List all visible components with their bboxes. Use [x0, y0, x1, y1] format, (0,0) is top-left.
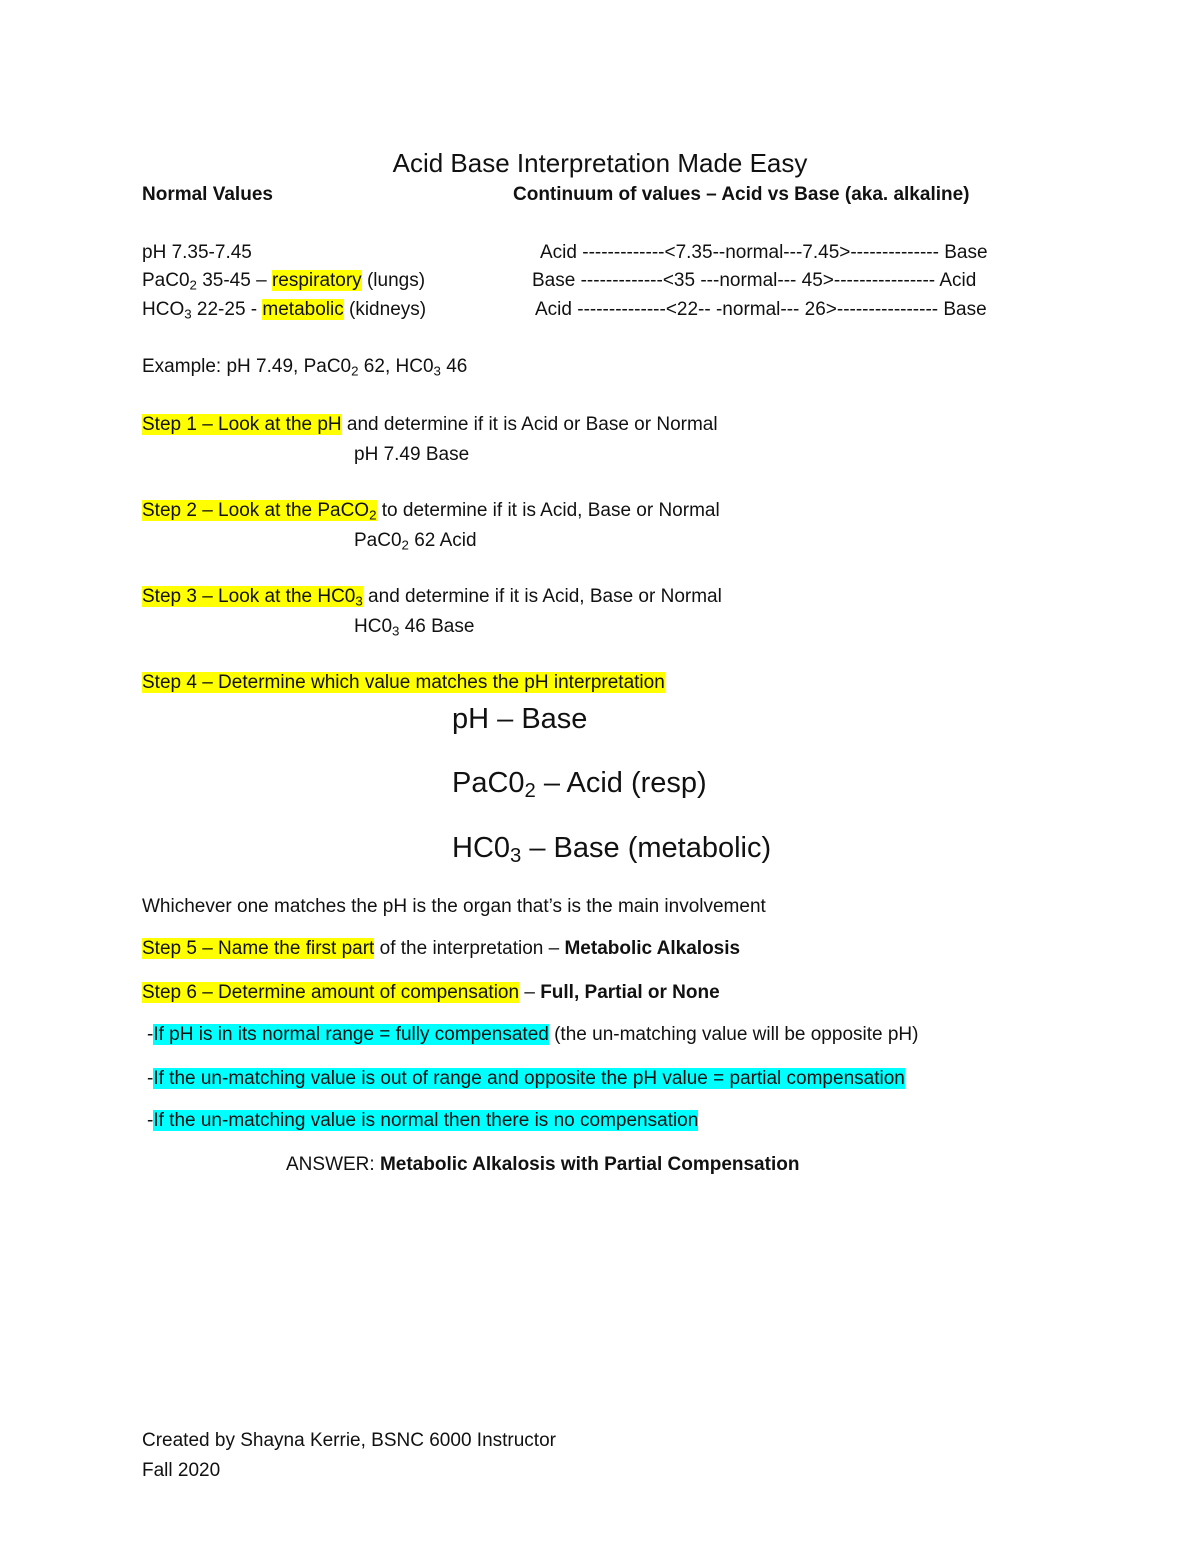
metabolic-highlight: metabolic — [262, 299, 344, 320]
continuum-paco2: Base -------------<35 ---normal--- 45>---------------- Acid — [532, 270, 977, 291]
step-1: Step 1 – Look at the pH and determine if it is Acid or Base or Normal — [142, 414, 718, 435]
normal-hco3: $HCO_3$ 22-25 - metabolic (kidneys) — [142, 299, 427, 322]
normal-values-header: Normal Values — [142, 184, 273, 205]
big-line-ph: pH – Base — [452, 703, 588, 735]
normal-paco2: $PaC0_2$ 35-45 – respiratory (lungs) — [142, 270, 426, 293]
big-line-hco3: $HC0_3$ – Base (metabolic) — [452, 832, 772, 868]
rule-none: -If the un-matching value is normal then there is no compensation — [147, 1110, 699, 1131]
page-title: Acid Base Interpretation Made Easy — [392, 148, 808, 178]
example-line: Example: pH 7.49, $PaC0_2$ 62, $HC0_3$ 46 — [142, 356, 468, 379]
respiratory-highlight: respiratory — [271, 270, 362, 291]
step-3-result: $HC0_3$ 46 Base — [354, 616, 475, 639]
continuum-hco3: Acid --------------<22-- -normal--- 26>---------------- Base — [535, 299, 987, 320]
step-5: Step 5 – Name the first part of the interpretation – Metabolic Alkalosis — [142, 938, 741, 959]
step-2: Step 2 – Look at the PaCO$_2$ to determine if it is Acid, Base or Normal — [142, 500, 720, 523]
answer: ANSWER: Metabolic Alkalosis with Partial Compensation — [286, 1154, 800, 1175]
big-line-paco2: $PaC0_2$ – Acid (resp) — [452, 767, 707, 803]
footer-author: Created by Shayna Kerrie, BSNC 6000 Instructor — [142, 1430, 556, 1451]
footer-term: Fall 2020 — [142, 1460, 221, 1481]
continuum-header: Continuum of values – Acid vs Base (aka. alkaline) — [513, 184, 970, 205]
normal-ph: pH 7.35-7.45 — [142, 242, 252, 263]
circle-highlight: B — [521, 703, 541, 735]
step-3: Step 3 – Look at the $HC0_3$ and determine if it is Acid, Base or Normal — [142, 586, 722, 609]
step-6: Step 6 – Determine amount of compensation – Full, Partial or None — [142, 982, 720, 1003]
step-2-result: $PaC0_2$ 62 Acid — [354, 530, 477, 553]
rule-full: -If pH is in its normal range = fully compensated (the un-matching value will be opposite pH) — [147, 1024, 919, 1045]
step-1-result: pH 7.49 Base — [354, 444, 470, 465]
step-4: Step 4 – Determine which value matches the pH interpretation — [142, 672, 665, 693]
whichever-line: Whichever one matches the pH is the organ that’s is the main involvement — [142, 896, 766, 917]
circle-highlight: B — [553, 832, 573, 864]
rule-partial: -If the un-matching value is out of range and opposite the pH value = partial compensation — [147, 1068, 905, 1089]
continuum-ph: Acid -------------<7.35--normal---7.45>-------------- Base — [540, 242, 988, 263]
